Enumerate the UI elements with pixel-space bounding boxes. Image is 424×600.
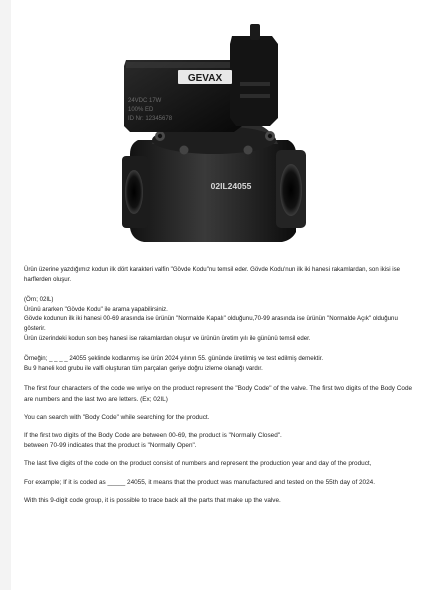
en-paragraph-6: With this 9-digit code group, it is possible to trace back all the parts that make up the valve. <box>24 496 281 504</box>
coil-text-2: 100% ED <box>128 107 154 113</box>
tr-last-five-line: Ürün üzerindeki kodun son beş hanesi ise rakamlardan oluşur ve ürünün üretim yılı ile gününü temsil eder. <box>24 334 311 342</box>
en-normally-open-line: between 70-99 indicates that the product is "Normally Open". <box>24 442 197 450</box>
document-body <box>24 265 416 506</box>
tr-example-line: Örneğin; _ _ _ _ 24055 şeklinde kodlanmış ise ürün 2024 yılının 55. gününde üretilmiş ve test edilmiş demektir. <box>24 355 324 363</box>
page-edge-strip <box>0 0 11 590</box>
tr-normally-line: Gövde kodunun ilk iki hanesi 00-69 arasında ise ürünün "Normalde Kapalı" olduğunu,70-99 arasında ise ürünün "Normalde Açık" olduğunu gösterir. <box>24 315 398 332</box>
tr-paragraph-1: Ürün üzerine yazdığımız kodun ilk dört karakteri valfin "Gövde Kodu"nu temsil eder. Gövde Kodu'nun ilk iki hanesi rakamlardan, son ikisi ise harflerden oluşur. <box>24 266 401 283</box>
solenoid-valve-photo <box>100 22 328 250</box>
coil-text-1: 24VDC 17W <box>128 98 162 104</box>
en-normally-closed-line: If the first two digits of the Body Code are between 00-69, the product is "Normally Closed". <box>24 431 282 439</box>
coil-text-3: ID Nr: 12345678 <box>128 116 173 122</box>
en-paragraph-2: You can search with "Body Code" while searching for the product. <box>24 413 210 421</box>
brand-label: GEVAX <box>187 73 223 84</box>
tr-example-code: (Örn; 02IL) <box>24 296 54 304</box>
tr-trace-line: Bu 9 haneli kod grubu ile valfi oluşturan tüm parçaları geriye doğru izleme olanağı vardır. <box>24 364 263 372</box>
body-code-label: 02IL24055 <box>210 181 252 191</box>
en-paragraph-4: The last five digits of the code on the product consist of numbers and represent the production year and day of the product, <box>24 460 372 468</box>
en-paragraph-5: For example; If it is coded as _____ 24055, it means that the product was manufactured and tested on the 55th day of 2024. <box>24 478 375 486</box>
en-paragraph-1: The first four characters of the code we wriye on the product represent the "Body Code" of the valve. The first two digits of the Body Code are numbers and the last two are letters. (Ex; 02IL) <box>24 385 413 403</box>
tr-search-line: Ürünü ararken "Gövde Kodu" ile arama yapabilirsiniz. <box>24 305 168 313</box>
english-section <box>24 384 416 506</box>
